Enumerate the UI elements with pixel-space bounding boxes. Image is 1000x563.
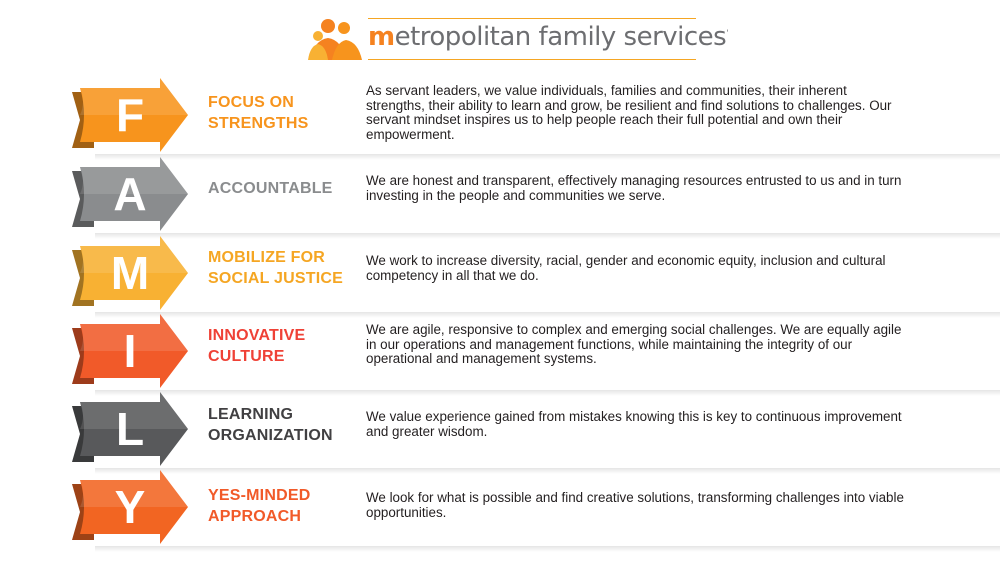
value-title-line1: LEARNING [208, 406, 294, 423]
row-divider [95, 546, 1000, 552]
value-description: As servant leaders, we value individuals, families and communities, their inherent strengths, their ability to learn and grow, be resilient and find solutions to challenges. Our servant mindset inspires us to help people reach their full potential and own their empowerment. [366, 83, 892, 142]
value-title-line2: ORGANIZATION [208, 427, 333, 444]
value-title-line1: MOBILIZE FOR [208, 249, 326, 266]
value-title-line1: INNOVATIVE [208, 327, 306, 344]
brand-name: metropolitan family services' [368, 22, 728, 52]
value-title [208, 404, 358, 446]
value-description: We value experience gained from mistakes knowing this is key to continuous improvement and greater wisdom. [366, 409, 902, 439]
value-description: We work to increase diversity, racial, gender and economic equity, inclusion and cultural competency in all that we do. [366, 253, 886, 283]
logo [306, 16, 728, 62]
value-title-line1: ACCOUNTABLE [208, 180, 333, 197]
value-letter: L [115, 403, 145, 455]
value-title-line2: SOCIAL JUSTICE [208, 270, 343, 287]
value-title-line1: YES-MINDED [208, 487, 311, 504]
value-title-line1: FOCUS ON [208, 94, 295, 111]
value-letter: I [123, 325, 137, 377]
value-title-line2: CULTURE [208, 348, 285, 365]
value-description: We are honest and transparent, effectively managing resources entrusted to us and in turn investing in the people and communities we serve. [366, 173, 902, 203]
family-figures-icon [306, 16, 368, 62]
value-title [208, 178, 358, 199]
value-description: We are agile, responsive to complex and emerging social challenges. We are equally agile in our operations and management functions, while maintaining the integrity of our operational and management systems. [366, 322, 902, 366]
value-letter: Y [114, 481, 146, 533]
value-letter: F [115, 89, 145, 141]
value-letter: A [113, 168, 147, 220]
value-title-line2: APPROACH [208, 508, 302, 525]
logo-top-rule [368, 18, 696, 19]
value-title [208, 485, 358, 527]
value-title [208, 92, 358, 134]
logo-bottom-rule [368, 59, 696, 60]
value-title [208, 325, 358, 367]
value-title-line2: STRENGTHS [208, 115, 309, 132]
value-description: We look for what is possible and find creative solutions, transforming challenges into viable opportunities. [366, 490, 904, 520]
value-letter: M [110, 247, 150, 299]
value-title [208, 247, 358, 289]
